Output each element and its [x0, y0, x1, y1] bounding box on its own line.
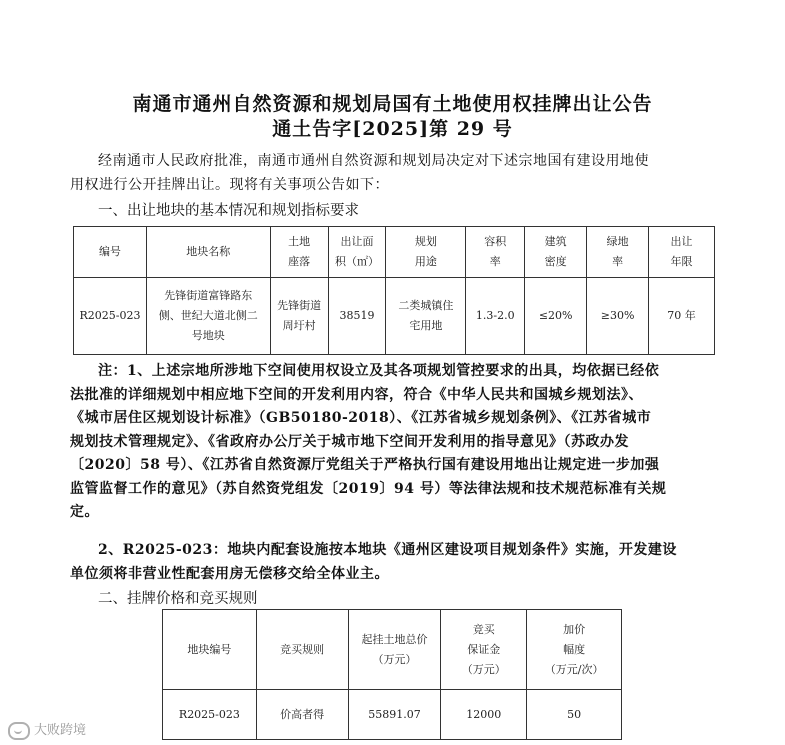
note-1	[70, 360, 730, 525]
note1-line-7: 定。	[70, 504, 99, 520]
note1-line-4: 规划技术管理规定》、《省政府办公厅关于城市地下空间开发利用的指导意见》（苏政办发	[70, 433, 629, 450]
note1-line-6: 监管监督工作的意见》（苏自然资党组发〔2019〕94 号）等法律法规和技术规范标准有关规	[70, 480, 667, 497]
col-header-number: 编号	[74, 227, 147, 278]
note1-line-3: 《城市居住区规划设计标准》（GB50180-2018）、《江苏省城乡规划条例》、《江苏省城市	[70, 410, 652, 426]
col-header-location: 土地 座落	[270, 227, 328, 278]
note2-line-2: 单位须将非营业性配套用房无偿移交给全体业主。	[70, 566, 389, 582]
col-header-bid-rule: 竞买规则	[256, 610, 348, 690]
note1-line-2: 法批准的详细规划中相应地下空间的开发利用内容，符合《中华人民共和国城乡规划法》、	[70, 386, 643, 403]
cell-density: ≤20%	[525, 278, 587, 355]
land-info-table	[73, 226, 715, 355]
cell-term: 70 年	[649, 278, 715, 355]
col-header-use: 规划 用途	[386, 227, 466, 278]
intro-paragraph	[70, 149, 730, 197]
cell-area: 38519	[328, 278, 386, 355]
cell-green-ratio: ≥30%	[587, 278, 649, 355]
col-header-plot-ratio: 容积 率	[466, 227, 525, 278]
watermark-logo-icon	[8, 722, 30, 740]
cell-location: 先锋街道 周圩村	[270, 278, 328, 355]
document-title: 南通市通州自然资源和规划局国有土地使用权挂牌出让公告	[132, 93, 653, 115]
section-2-heading: 二、挂牌价格和竞买规则	[98, 591, 258, 607]
section-1-heading: 一、出让地块的基本情况和规划指标要求	[98, 203, 359, 219]
cell-bid-rule: 价高者得	[256, 690, 348, 740]
col-header-term: 出让 年限	[649, 227, 715, 278]
price-rules-table	[162, 609, 622, 740]
col-header-green-ratio: 绿地 率	[587, 227, 649, 278]
table1-header-row	[74, 227, 715, 278]
cell-use: 二类城镇住 宅用地	[386, 278, 466, 355]
note-2	[70, 538, 730, 586]
table2-header-row	[163, 610, 622, 690]
col-header-deposit: 竞买 保证金 （万元）	[441, 610, 527, 690]
cell-parcel-number: R2025-023	[163, 690, 257, 740]
cell-deposit: 12000	[441, 690, 527, 740]
document-number: 通土告字[2025]第 29 号	[272, 118, 513, 140]
intro-line-2: 用权进行公开挂牌出让。现将有关事项公告如下：	[70, 177, 389, 193]
watermark	[8, 719, 86, 740]
col-header-density: 建筑 密度	[525, 227, 587, 278]
cell-start-price: 55891.07	[348, 690, 441, 740]
col-header-parcel-number: 地块编号	[163, 610, 257, 690]
cell-plot-ratio: 1.3-2.0	[466, 278, 525, 355]
col-header-area: 出让面 积（㎡）	[328, 227, 386, 278]
col-header-increment: 加价 幅度 （万元/次）	[527, 610, 622, 690]
watermark-text: 大败跨境	[34, 723, 87, 738]
cell-number: R2025-023	[74, 278, 147, 355]
intro-line-1: 经南通市人民政府批准，南通市通州自然资源和规划局决定对下述宗地国有建设用地使	[98, 153, 649, 169]
cell-parcel-name: 先锋街道富锋路东 侧、世纪大道北侧二 号地块	[146, 278, 270, 355]
table-row	[163, 690, 622, 740]
col-header-parcel-name: 地块名称	[146, 227, 270, 278]
cell-increment: 50	[527, 690, 622, 740]
note2-line-1: 2、R2025-023：地块内配套设施按本地块《通州区建设项目规划条件》实施，开发建设	[98, 542, 677, 558]
col-header-start-price: 起挂土地总价 （万元）	[348, 610, 441, 690]
table-row	[74, 278, 715, 355]
note1-line-5: 〔2020〕58 号）、《江苏省自然资源厅党组关于严格执行国有建设用地出让规定进一步加强	[70, 457, 660, 473]
note1-line-1: 注：1、上述宗地所涉地下空间使用权设立及其各项规划管控要求的出具，均依据已经依	[98, 363, 660, 379]
